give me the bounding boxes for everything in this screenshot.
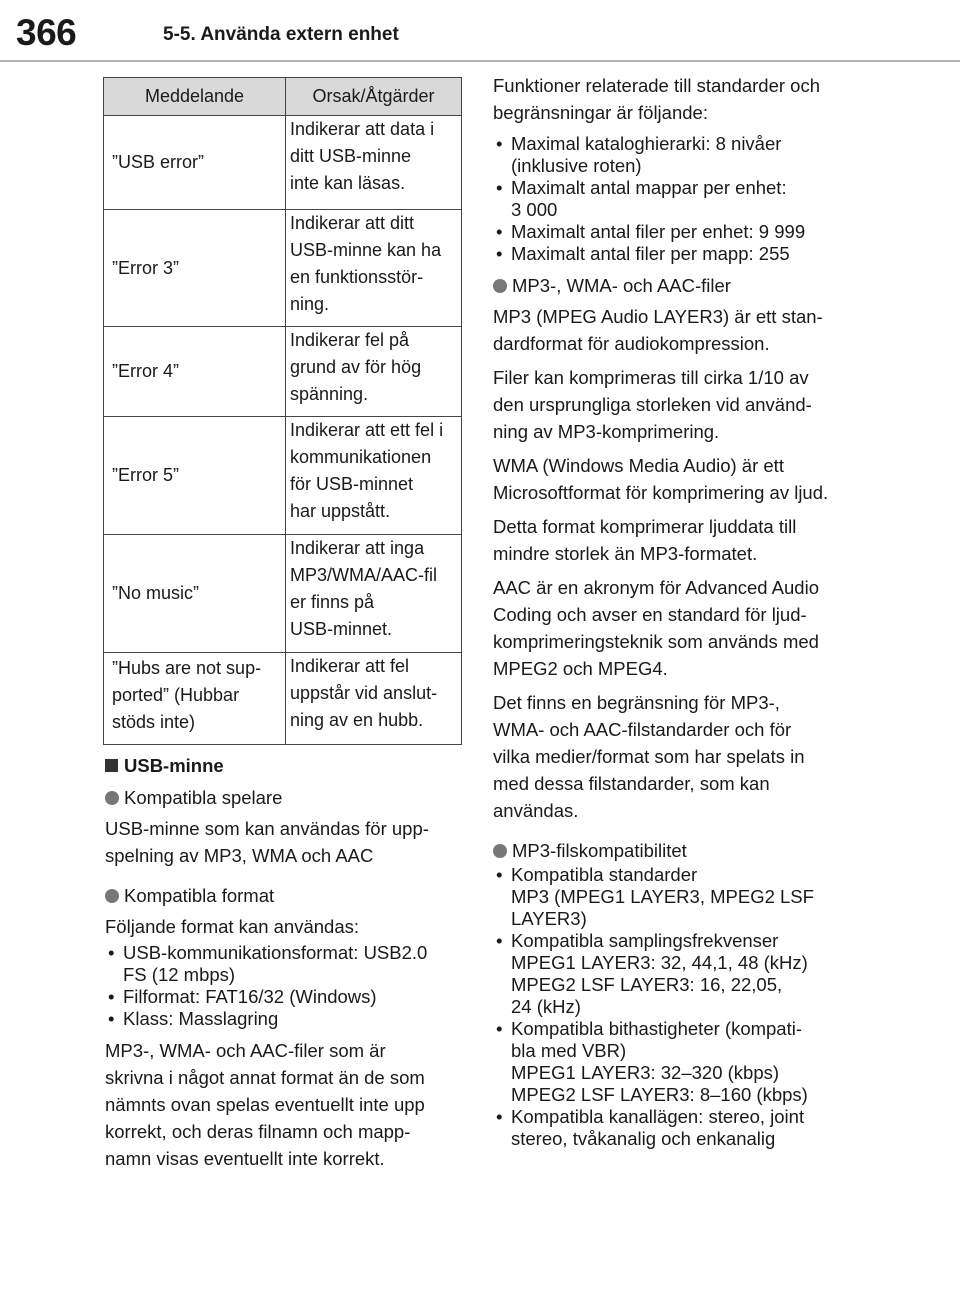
list-item-line: FS (12 mbps)	[123, 964, 236, 985]
paragraph-line: vilka medier/format som har spelats in	[493, 746, 805, 767]
paragraph-line: komprimeringsteknik som används med	[493, 631, 819, 652]
list-item	[493, 1106, 863, 1150]
list-item	[493, 243, 863, 265]
paragraph-line: MPEG2 och MPEG4.	[493, 658, 668, 679]
list-item	[493, 864, 863, 930]
paragraph-line: mindre storlek än MP3-formatet.	[493, 543, 758, 564]
message-line: stöds inte)	[112, 712, 196, 732]
cause-line: USB-minnet.	[290, 619, 393, 639]
message-table	[103, 77, 462, 745]
cause-line: Indikerar att inga	[290, 538, 425, 558]
cause-line: USB-minne kan ha	[290, 240, 442, 260]
page-number: 366	[16, 12, 77, 53]
subheading-text: MP3-, WMA- och AAC-filer	[512, 275, 731, 296]
table-row	[104, 116, 462, 210]
subheading-file-types	[493, 272, 863, 299]
paragraph-line: Detta format komprimerar ljuddata till	[493, 516, 797, 537]
usb-heading-text: USB-minne	[124, 755, 224, 776]
table-row	[104, 653, 462, 745]
paragraph	[105, 815, 475, 869]
list-item-line: stereo, tvåkanalig och enkanalig	[511, 1128, 776, 1149]
cause-line: grund av för hög	[290, 357, 422, 377]
list-item-line: 3 000	[511, 199, 558, 220]
cause-line: Indikerar att fel	[290, 656, 410, 676]
list-item-line: • Kompatibla kanallägen: stereo, joint	[511, 1106, 805, 1127]
paragraph-line: Coding och avser en standard för ljud-	[493, 604, 807, 625]
list-item-line: 24 (kHz)	[511, 996, 581, 1017]
cause-line: inte kan läsas.	[290, 173, 406, 193]
cause-line: MP3/WMA/AAC-fil	[290, 565, 438, 585]
list-item-line: • Kompatibla standarder	[511, 864, 698, 885]
list-item-line: bla med VBR)	[511, 1040, 627, 1061]
paragraph-line: USB-minne som kan användas för upp-	[105, 818, 429, 839]
subheading-text: Kompatibla spelare	[124, 787, 283, 808]
section-title: 5-5. Använda extern enhet	[163, 24, 399, 45]
cause-line: en funktionsstör-	[290, 267, 424, 287]
paragraph-line: namn visas eventuellt inte korrekt.	[105, 1148, 385, 1169]
list-item-line: MPEG1 LAYER3: 32–320 (kbps)	[511, 1062, 780, 1083]
cause-cell	[286, 116, 462, 210]
cause-line: ditt USB-minne	[290, 146, 412, 166]
list-item-line: • Filformat: FAT16/32 (Windows)	[123, 986, 377, 1007]
list-item	[105, 1008, 475, 1030]
paragraph-line: WMA (Windows Media Audio) är ett	[493, 455, 784, 476]
paragraph-line: spelning av MP3, WMA och AAC	[105, 845, 374, 866]
list-item	[493, 133, 863, 177]
paragraph-line: korrekt, och deras filnamn och mapp-	[105, 1121, 411, 1142]
list-item-line: (inklusive roten)	[511, 155, 642, 176]
list-item-line: • Maximalt antal filer per enhet: 9 999	[511, 221, 806, 242]
cause-line: har uppstått.	[290, 501, 391, 521]
list-item-line: • Maximal kataloghierarki: 8 nivåer	[511, 133, 782, 154]
paragraph-line: Det finns en begränsning för MP3-,	[493, 692, 780, 713]
cause-cell	[286, 327, 462, 417]
cause-line: Indikerar att data i	[290, 119, 435, 139]
paragraph-line: Filer kan komprimeras till cirka 1/10 av	[493, 367, 809, 388]
message-cell: ”Error 5”	[104, 417, 286, 535]
cause-line: för USB-minnet	[290, 474, 414, 494]
paragraph	[493, 452, 863, 506]
circle-bullet-icon	[493, 844, 507, 858]
subheading-text: Kompatibla format	[124, 885, 275, 906]
paragraph	[493, 72, 863, 126]
paragraph-line: MP3-, WMA- och AAC-filer som är	[105, 1040, 386, 1061]
cause-line: Indikerar fel på	[290, 330, 410, 350]
format-list	[105, 942, 475, 1030]
list-item-line: • Klass: Masslagring	[123, 1008, 279, 1029]
table-row	[104, 210, 462, 327]
list-item	[493, 1018, 863, 1106]
paragraph	[493, 574, 863, 682]
paragraph-line: den ursprungliga storleken vid använd-	[493, 394, 812, 415]
subheading-players	[105, 784, 475, 811]
subheading-text: MP3-filskompatibilitet	[512, 840, 687, 861]
paragraph-line: nämnts ovan spelas eventuellt inte upp	[105, 1094, 425, 1115]
message-cell: ”USB error”	[104, 116, 286, 210]
list-item-line: MPEG1 LAYER3: 32, 44,1, 48 (kHz)	[511, 952, 808, 973]
limits-list	[493, 133, 863, 265]
list-item	[493, 177, 863, 221]
circle-bullet-icon	[105, 791, 119, 805]
list-item	[493, 221, 863, 243]
paragraph-line: begränsningar är följande:	[493, 102, 708, 123]
list-item-line: • Kompatibla bithastigheter (kompati-	[511, 1018, 803, 1039]
cause-line: ning.	[290, 294, 330, 314]
paragraph	[493, 513, 863, 567]
square-bullet-icon	[105, 759, 118, 772]
usb-heading	[105, 752, 475, 779]
circle-bullet-icon	[105, 889, 119, 903]
message-line: ported” (Hubbar	[112, 685, 240, 705]
list-item	[493, 930, 863, 1018]
table-row	[104, 535, 462, 653]
compat-list	[493, 864, 863, 1150]
list-item-line: MPEG2 LSF LAYER3: 16, 22,05,	[511, 974, 783, 995]
cause-line: er finns på	[290, 592, 375, 612]
list-item-line: • Maximalt antal mappar per enhet:	[511, 177, 787, 198]
message-cell	[104, 653, 286, 745]
table-row	[104, 327, 462, 417]
list-item-line: • USB-kommunikationsformat: USB2.0	[123, 942, 428, 963]
paragraph-line: användas.	[493, 800, 579, 821]
paragraph	[493, 689, 863, 824]
paragraph-line: dardformat för audiokompression.	[493, 333, 770, 354]
list-item-line: • Maximalt antal filer per mapp: 255	[511, 243, 790, 264]
message-cell: ”No music”	[104, 535, 286, 653]
paragraph	[105, 1037, 475, 1172]
list-item	[105, 986, 475, 1008]
message-line: ”Hubs are not sup-	[112, 658, 262, 678]
cause-line: kommunikationen	[290, 447, 432, 467]
paragraph	[493, 364, 863, 445]
message-cell: ”Error 4”	[104, 327, 286, 417]
paragraph	[493, 303, 863, 357]
cause-cell	[286, 653, 462, 745]
paragraph-line: MP3 (MPEG Audio LAYER3) är ett stan-	[493, 306, 823, 327]
message-cell: ”Error 3”	[104, 210, 286, 327]
table-header-row	[104, 78, 462, 116]
left-column	[105, 752, 475, 1179]
circle-bullet-icon	[493, 279, 507, 293]
cause-cell	[286, 535, 462, 653]
cause-line: Indikerar att ditt	[290, 213, 415, 233]
subheading-mp3-compat	[493, 837, 863, 864]
paragraph-line: WMA- och AAC-filstandarder och för	[493, 719, 792, 740]
subheading-formats	[105, 882, 475, 909]
header-divider	[0, 60, 960, 62]
list-item-line: • Kompatibla samplingsfrekvenser	[511, 930, 779, 951]
paragraph-line: Funktioner relaterade till standarder och	[493, 75, 821, 96]
paragraph-line: AAC är en akronym för Advanced Audio	[493, 577, 819, 598]
paragraph-line: med dessa filstandarder, som kan	[493, 773, 770, 794]
cause-cell	[286, 417, 462, 535]
right-column	[493, 72, 863, 1157]
list-item	[105, 942, 475, 986]
cause-line: ning av en hubb.	[290, 710, 424, 730]
paragraph-line: ning av MP3-komprimering.	[493, 421, 720, 442]
paragraph: Följande format kan användas:	[105, 916, 360, 937]
cause-cell	[286, 210, 462, 327]
paragraph-line: skrivna i något annat format än de som	[105, 1067, 425, 1088]
list-item-line: MP3 (MPEG1 LAYER3, MPEG2 LSF	[511, 886, 814, 907]
cause-line: spänning.	[290, 384, 369, 404]
column-header-cause: Orsak/Åtgärder	[286, 78, 462, 116]
cause-line: Indikerar att ett fel i	[290, 420, 444, 440]
table-row	[104, 417, 462, 535]
column-header-message: Meddelande	[104, 78, 286, 116]
cause-line: uppstår vid anslut-	[290, 683, 438, 703]
paragraph-line: Microsoftformat för komprimering av ljud.	[493, 482, 829, 503]
list-item-line: MPEG2 LSF LAYER3: 8–160 (kbps)	[511, 1084, 808, 1105]
list-item-line: LAYER3)	[511, 908, 587, 929]
